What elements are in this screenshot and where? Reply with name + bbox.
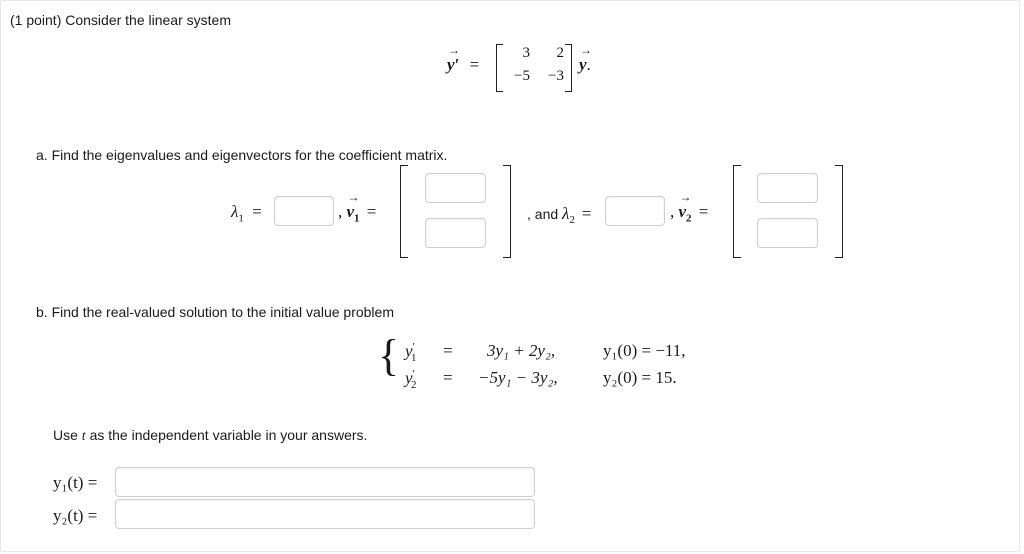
v1-subscript: 1 xyxy=(354,212,360,225)
v2-comma: , xyxy=(670,202,675,221)
lambda1-subscript: 1 xyxy=(238,212,244,225)
y-vector: → y xyxy=(579,55,587,75)
and-text: , and xyxy=(527,206,559,222)
v1-bottom-input[interactable] xyxy=(425,218,486,248)
y1t-label: y₁(t) = xyxy=(53,473,98,492)
v2-symbol: → v xyxy=(679,202,687,222)
system-period: . xyxy=(586,55,591,74)
eq1-prime: ′ xyxy=(412,341,415,353)
eq2-lhs xyxy=(405,368,416,391)
y-prime-vector: → y′ xyxy=(447,55,459,75)
eq1-equals: = xyxy=(443,341,453,360)
eq2-initial-condition: y₂(0) = 15. xyxy=(603,368,677,387)
v2-top-input[interactable] xyxy=(757,173,818,203)
part-b-label: b. Find the real-valued solution to the initial value problem xyxy=(36,304,394,320)
v2-label xyxy=(670,202,708,224)
v2-equals: = xyxy=(698,202,709,221)
instruction-pre: Use xyxy=(53,427,78,443)
lambda2-subscript: 2 xyxy=(569,213,575,226)
matrix-a11: 3 xyxy=(522,45,530,61)
v1-comma: , xyxy=(338,202,343,221)
part-a-label: a. Find the eigenvalues and eigenvectors for the coefficient matrix. xyxy=(36,147,448,163)
y2t-label: y₂(t) = xyxy=(53,506,98,525)
matrix-a12: 2 xyxy=(556,45,564,61)
v2-bottom-input[interactable] xyxy=(757,218,818,248)
v1-top-input[interactable] xyxy=(425,173,486,203)
eq2-sub: 2 xyxy=(410,379,417,392)
y2t-input[interactable] xyxy=(115,499,535,529)
matrix-right-bracket xyxy=(565,44,572,92)
eq1-lhs xyxy=(405,341,416,364)
lambda1-label xyxy=(231,202,262,224)
v2-right-bracket xyxy=(835,165,843,258)
eq2-y: y xyxy=(405,368,413,388)
lambda1-equals: = xyxy=(252,202,262,221)
v2-subscript: 2 xyxy=(686,212,692,225)
lambda-symbol: λ xyxy=(231,202,239,221)
v-symbol: → v xyxy=(347,202,355,222)
eq1-y: y xyxy=(405,341,413,361)
eq2-prime: ′ xyxy=(412,368,415,380)
eq1-sub: 1 xyxy=(410,352,417,365)
problem-prompt: Consider the linear system xyxy=(65,12,231,28)
lambda2-input[interactable] xyxy=(605,196,665,226)
instruction-text xyxy=(53,427,367,445)
eq1-initial-condition: y₁(0) = −11, xyxy=(603,341,686,360)
matrix-a21: −5 xyxy=(514,68,530,84)
v1-right-bracket xyxy=(503,165,511,258)
and-lambda2-label xyxy=(527,204,591,226)
lambda2-symbol: λ xyxy=(562,204,570,223)
system-equals: = xyxy=(469,55,480,74)
eq1-rhs: 3y₁ + 2y₂, xyxy=(487,341,556,360)
instruction-var: t xyxy=(81,429,86,444)
eq2-rhs: −5y₁ − 3y₂, xyxy=(478,368,558,387)
system-rhs xyxy=(579,55,591,75)
system-brace: { xyxy=(378,331,400,380)
instruction-post: as the independent variable in your answers. xyxy=(89,427,368,443)
problem-header xyxy=(10,12,231,28)
y1t-input[interactable] xyxy=(115,467,535,497)
system-lhs xyxy=(447,55,479,75)
lambda1-input[interactable] xyxy=(274,196,334,226)
matrix-a22: −3 xyxy=(548,68,564,84)
v2-left-bracket xyxy=(733,165,741,258)
eq2-equals: = xyxy=(443,368,453,387)
v1-label xyxy=(338,202,376,224)
lambda2-equals: = xyxy=(581,204,592,223)
points-label: (1 point) xyxy=(10,12,62,28)
v1-left-bracket xyxy=(400,165,408,258)
v1-equals: = xyxy=(366,202,377,221)
